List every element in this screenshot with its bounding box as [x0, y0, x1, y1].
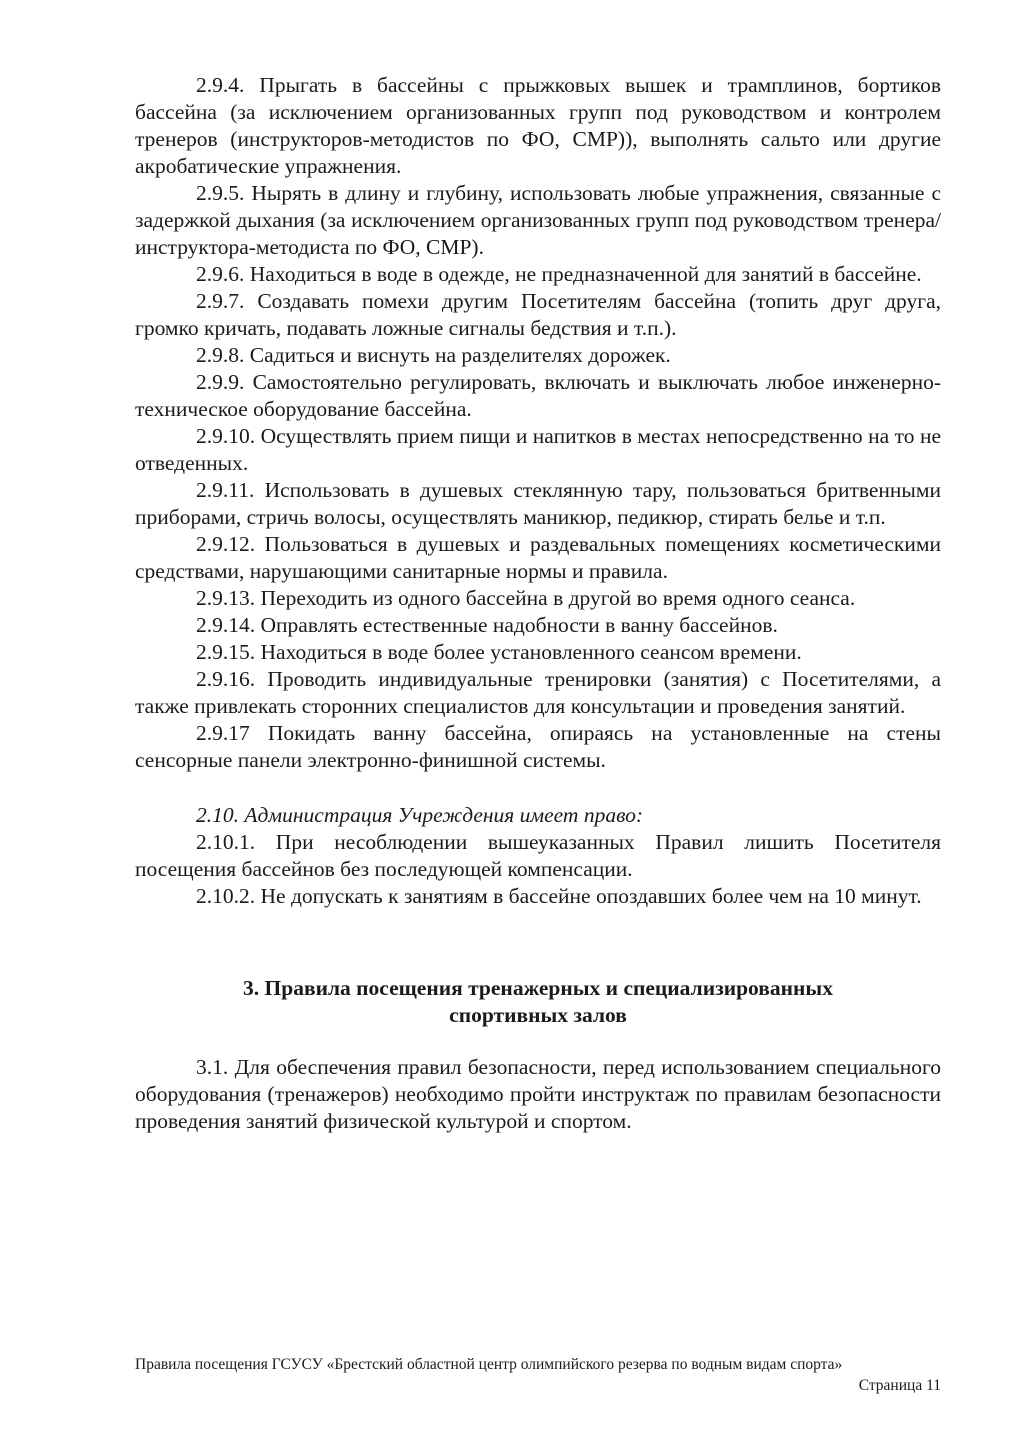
section-2-10-title: 2.10. Администрация Учреждения имеет право:	[196, 803, 644, 827]
rule-2-9-15: 2.9.15. Находиться в воде более установленного сеансом времени.	[196, 640, 802, 664]
rule-2-10-2: 2.10.2. Не допускать к занятиям в бассейне опоздавших более чем на 10 минут.	[196, 884, 922, 908]
rule-2-9-11: 2.9.11. Использовать в душевых стеклянную тару, пользоваться бритвенными приборами, стричь волосы, осуществлять маникюр, педикюр, стирать белье и т.п.	[135, 478, 941, 529]
rule-2-9-16: 2.9.16. Проводить индивидуальные тренировки (занятия) с Посетителями, а также привлекать сторонних специалистов для консультации и проведения занятий.	[135, 667, 941, 718]
rule-3-1: 3.1. Для обеспечения правил безопасности, перед использованием специального оборудования (тренажеров) необходимо пройти инструктаж по правилам безопасности проведения занятий физической культурой и спортом.	[135, 1055, 941, 1133]
rule-2-9-17: 2.9.17 Покидать ванну бассейна, опираясь на установленные на стены сенсорные панели электронно-финишной системы.	[135, 721, 941, 772]
rule-2-9-13: 2.9.13. Переходить из одного бассейна в другой во время одного сеанса.	[196, 586, 856, 610]
section-3-heading-line2: спортивных залов	[449, 1003, 627, 1027]
page-body	[135, 72, 941, 1135]
rule-2-9-8: 2.9.8. Садиться и виснуть на разделителях дорожек.	[196, 343, 671, 367]
page-number: Страница 11	[858, 1377, 941, 1394]
section-3-heading-line1: 3. Правила посещения тренажерных и специализированных	[243, 976, 833, 1000]
rule-2-9-14: 2.9.14. Оправлять естественные надобности в ванну бассейнов.	[196, 613, 778, 637]
rule-2-9-10: 2.9.10. Осуществлять прием пищи и напитков в местах непосредственно на то не отведенных.	[135, 424, 941, 475]
rule-2-9-5: 2.9.5. Нырять в длину и глубину, использовать любые упражнения, связанные с задержкой дыхания (за исключением организованных групп под руководством тренера/инструктора-методиста по ФО, СМР).	[135, 181, 941, 259]
rule-2-9-7: 2.9.7. Создавать помехи другим Посетителям бассейна (топить друг друга, громко кричать, подавать ложные сигналы бедствия и т.п.).	[135, 289, 941, 340]
rule-2-9-6: 2.9.6. Находиться в воде в одежде, не предназначенной для занятий в бассейне.	[196, 262, 922, 286]
section-3-heading	[135, 975, 941, 1029]
footer-document-title: Правила посещения ГСУСУ «Брестский областной центр олимпийского резерва по водным видам спорта»	[135, 1356, 843, 1373]
rule-2-10-1: 2.10.1. При несоблюдении вышеуказанных Правил лишить Посетителя посещения бассейнов без последующей компенсации.	[135, 830, 941, 881]
page-footer	[135, 1354, 941, 1396]
rule-2-9-9: 2.9.9. Самостоятельно регулировать, включать и выключать любое инженерно-техническое оборудование бассейна.	[135, 370, 941, 421]
rule-2-9-12: 2.9.12. Пользоваться в душевых и раздевальных помещениях косметическими средствами, нарушающими санитарные нормы и правила.	[135, 532, 941, 583]
rule-2-9-4: 2.9.4. Прыгать в бассейны с прыжковых вышек и трамплинов, бортиков бассейна (за исключением организованных групп под руководством и контролем тренеров (инструкторов-методистов по ФО, СМР)), выполнять сальто или другие акробатические упражнения.	[135, 73, 941, 178]
